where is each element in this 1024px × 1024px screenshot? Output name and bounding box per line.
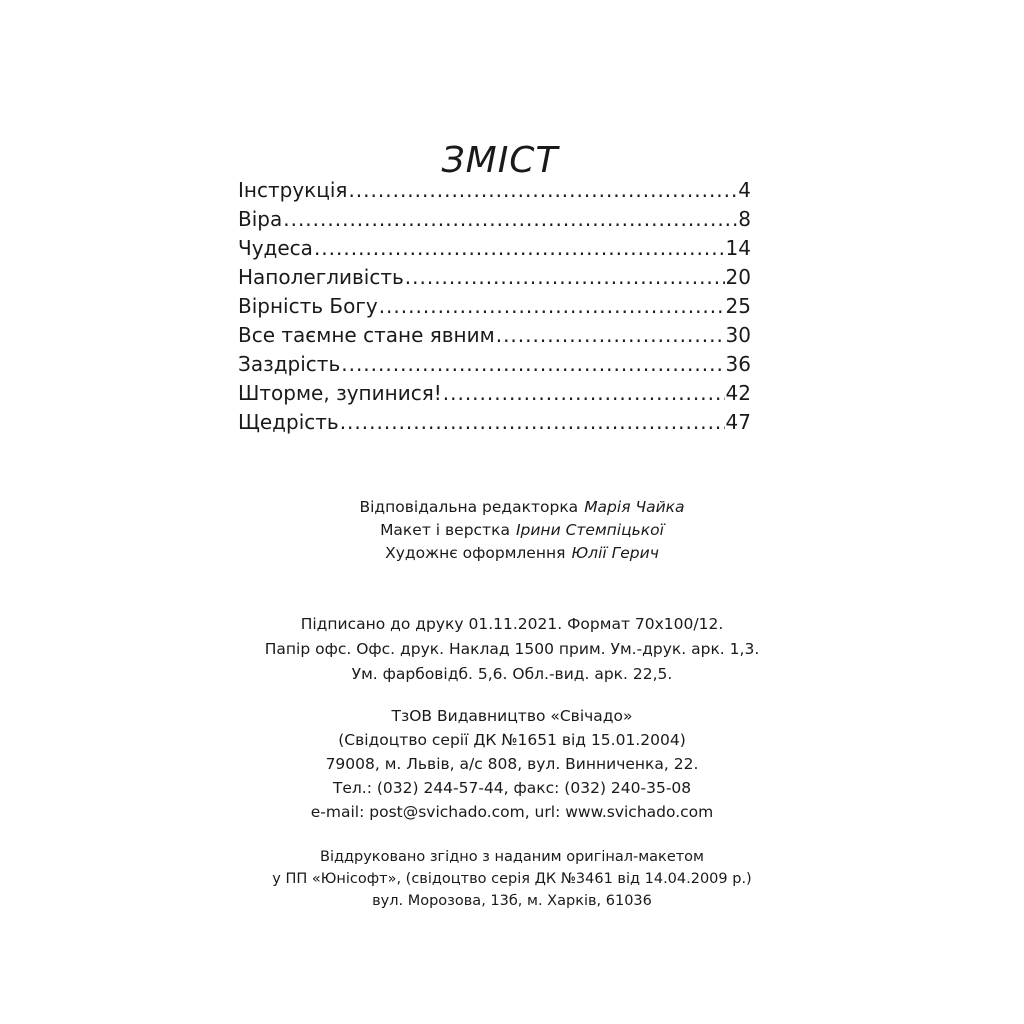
toc-leader-dots <box>379 292 725 321</box>
toc-entry <box>238 176 751 205</box>
print-info-line: Підписано до друку 01.11.2021. Формат 70х100/12. <box>300 615 724 633</box>
toc-leader-dots <box>496 321 725 350</box>
printer-info-line: вул. Морозова, 13б, м. Харків, 61036 <box>372 893 652 909</box>
toc-entry-label: Все таємне стане явним <box>238 323 495 347</box>
toc-entry-label: Заздрість <box>238 352 341 376</box>
publisher-phone: Тел.: (032) 244-57-44, факс: (032) 240-35-08 <box>332 779 692 797</box>
printer-info-line: Віддруковано згідно з наданим оригінал-макетом <box>320 849 704 865</box>
toc-entry-page: 47 <box>725 410 751 434</box>
credit-name: Юлії Герич <box>571 544 659 562</box>
toc-leader-dots <box>283 205 737 234</box>
toc-entry-page: 8 <box>738 207 751 231</box>
toc-leader-dots <box>348 176 737 205</box>
toc-entry-page: 42 <box>725 381 751 405</box>
toc-entry-page: 4 <box>738 178 751 202</box>
toc-entry-label: Шторме, зупинися! <box>238 381 442 405</box>
credit-name: Марія Чайка <box>584 498 685 516</box>
credit-role: Макет і верстка <box>380 521 510 539</box>
toc-entry-label: Віра <box>238 207 283 231</box>
credit-role: Відповідальна редакторка <box>359 498 579 516</box>
print-info <box>0 612 1024 687</box>
table-of-contents <box>238 176 751 437</box>
toc-entry <box>238 205 751 234</box>
toc-title: ЗМІСТ <box>441 140 559 181</box>
toc-entry-page: 20 <box>725 265 751 289</box>
publisher-contacts: e-mail: post@svichado.com, url: www.svichado.com <box>310 803 714 821</box>
toc-leader-dots <box>340 408 725 437</box>
credit-line <box>20 519 1024 542</box>
publisher-certificate: (Свідоцтво серії ДК №1651 від 15.01.2004) <box>338 731 686 749</box>
toc-entry-page: 36 <box>725 352 751 376</box>
toc-entry <box>238 321 751 350</box>
toc-entry-label: Чудеса <box>238 236 313 260</box>
print-info-line: Ум. фарбовідб. 5,6. Обл.-вид. арк. 22,5. <box>351 665 673 683</box>
toc-entry <box>238 408 751 437</box>
toc-entry <box>238 292 751 321</box>
credit-line <box>20 542 1024 565</box>
publisher-name: ТзОВ Видавництво «Свічадо» <box>391 707 633 725</box>
printer-info <box>0 846 1024 912</box>
toc-entry-label: Вірність Богу <box>238 294 378 318</box>
credit-line <box>20 496 1024 519</box>
credit-role: Художнє оформлення <box>385 544 566 562</box>
toc-entry-page: 30 <box>725 323 751 347</box>
toc-leader-dots <box>341 350 724 379</box>
print-info-line: Папір офс. Офс. друк. Наклад 1500 прим. Ум.-друк. арк. 1,3. <box>264 640 760 658</box>
toc-entry-page: 25 <box>725 294 751 318</box>
credits <box>0 496 1024 565</box>
toc-leader-dots <box>443 379 725 408</box>
toc-entry <box>238 350 751 379</box>
toc-entry <box>238 263 751 292</box>
toc-entry-page: 14 <box>725 236 751 260</box>
toc-leader-dots <box>314 234 725 263</box>
printer-info-line: у ПП «Юнісофт», (свідоцтво серія ДК №3461 від 14.04.2009 р.) <box>272 871 752 887</box>
toc-entry <box>238 379 751 408</box>
toc-entry-label: Щедрість <box>238 410 339 434</box>
toc-entry-label: Інструкція <box>238 178 348 202</box>
credit-name: Ірини Стемпіцької <box>515 521 664 539</box>
publisher-address: 79008, м. Львів, а/с 808, вул. Винниченка, 22. <box>325 755 699 773</box>
toc-entry-label: Наполегливість <box>238 265 404 289</box>
toc-entry <box>238 234 751 263</box>
toc-leader-dots <box>405 263 725 292</box>
publisher-info <box>0 704 1024 824</box>
